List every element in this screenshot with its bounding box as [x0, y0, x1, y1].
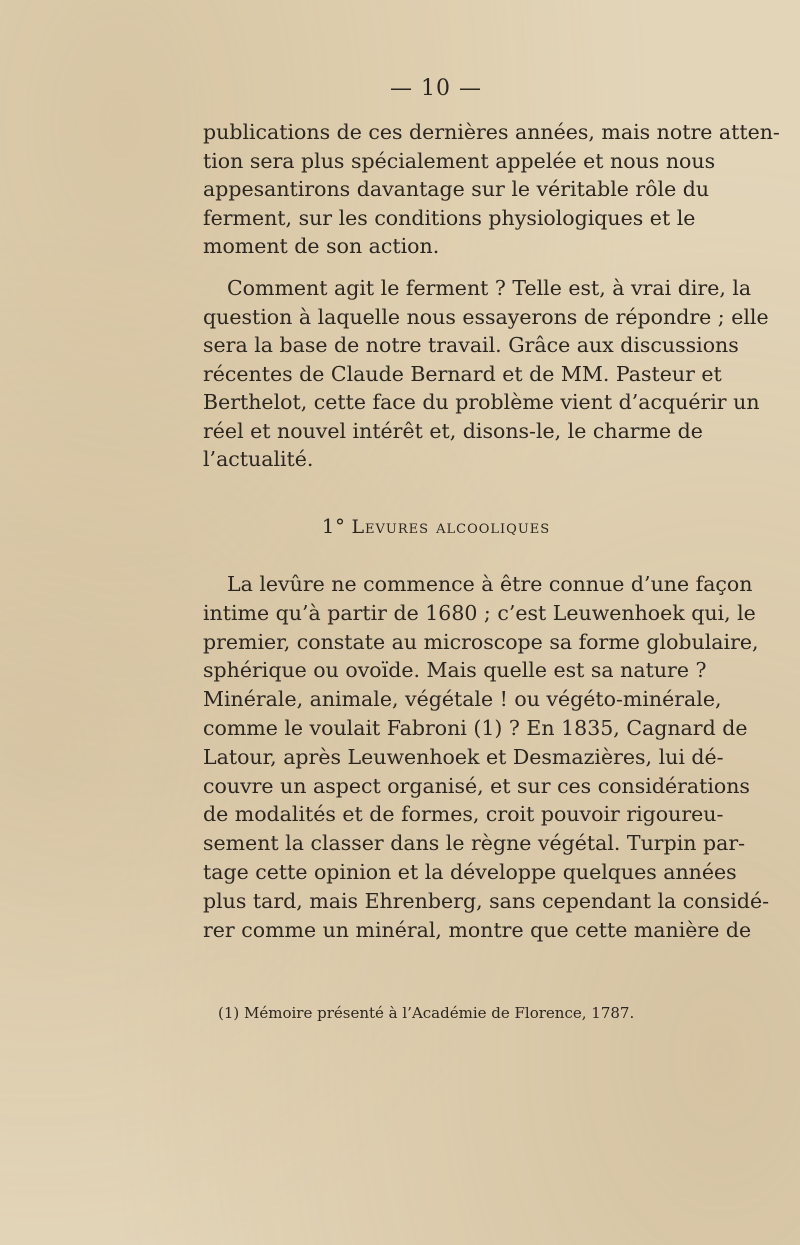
- text-line: comme le voulait Fabroni (1) ? En 1835, Cagnard de: [203, 715, 748, 740]
- text-line: question à laquelle nous essayerons de répondre ; elle: [203, 304, 769, 329]
- section-heading: [0, 514, 800, 538]
- text-line: Comment agit le ferment ? Telle est, à vrai dire, la: [227, 276, 752, 300]
- text-line: publications de ces dernières années, mais notre atten-: [203, 120, 780, 144]
- section-title: Levures alcooliques: [351, 516, 551, 538]
- text-line: intime qu’à partir de 1680 ; c’est Leuwenhoek qui, le: [203, 600, 756, 625]
- text-line: tion sera plus spécialement appelée et nous nous: [203, 148, 716, 173]
- text-line: Latour, après Leuwenhoek et Desmazières, lui dé-: [203, 744, 724, 769]
- text-line: premier, constate au microscope sa forme globulaire,: [203, 629, 759, 654]
- text-line: rer comme un minéral, montre que cette manière de: [203, 917, 752, 942]
- text-line: récentes de Claude Bernard et de MM. Pasteur et: [203, 361, 722, 386]
- text-line: sement la classer dans le règne végétal. Turpin par-: [203, 831, 746, 856]
- text-line: réel et nouvel intérêt et, disons-le, le charme de: [203, 418, 703, 443]
- text-line: tage cette opinion et la développe quelques années: [203, 859, 737, 884]
- paragraph-1: [203, 118, 780, 261]
- paragraph-2: [203, 274, 769, 474]
- text-line: couvre un aspect organisé, et sur ces considérations: [203, 773, 750, 798]
- text-line: sphérique ou ovoïde. Mais quelle est sa nature ?: [203, 658, 707, 683]
- text-line: La levûre ne commence à être connue d’une façon: [227, 572, 753, 596]
- text-line: l’actualité.: [203, 447, 314, 471]
- text-line: sera la base de notre travail. Grâce aux discussions: [203, 333, 739, 357]
- page-number: — 10 —: [390, 76, 482, 101]
- text-line: plus tard, mais Ehrenberg, sans cependant la considé-: [203, 888, 770, 913]
- text-line: ferment, sur les conditions physiologiques et le: [203, 205, 696, 230]
- footnote: (1) Mémoire présenté à l’Académie de Florence, 1787.: [218, 1004, 635, 1022]
- text-line: moment de son action.: [203, 234, 440, 258]
- text-line: appesantirons davantage sur le véritable rôle du: [203, 177, 710, 201]
- section-number: 1°: [321, 514, 346, 538]
- text-line: Berthelot, cette face du problème vient d’acquérir un: [203, 390, 760, 414]
- text-line: Minérale, animale, végétale ! ou végéto-minérale,: [203, 687, 722, 712]
- text-line: de modalités et de formes, croit pouvoir rigoureu-: [203, 802, 724, 827]
- paragraph-3: [203, 570, 770, 944]
